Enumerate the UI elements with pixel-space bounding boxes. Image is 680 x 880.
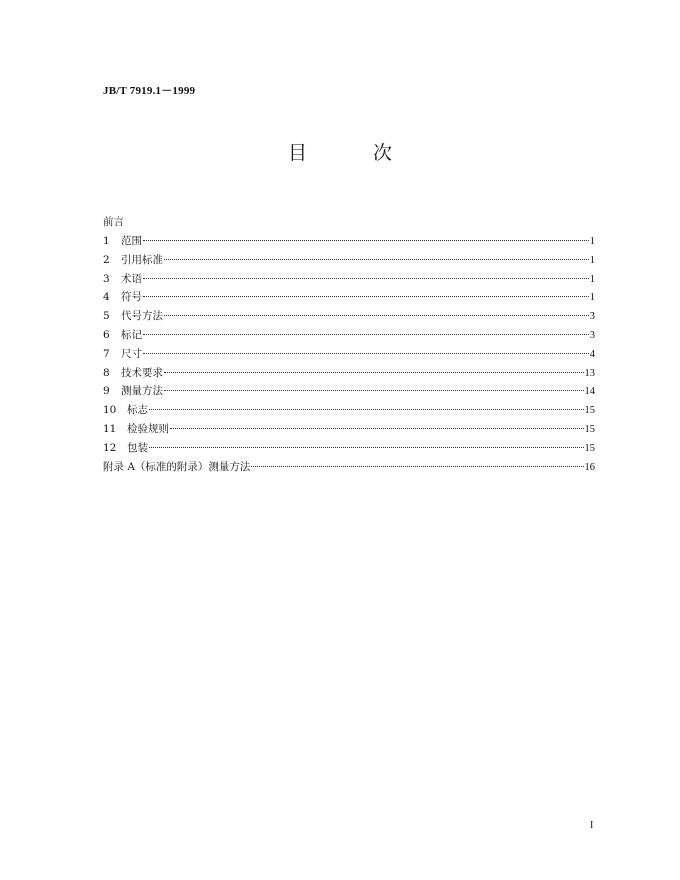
toc-entry-page: 1 [589, 236, 595, 247]
toc-entry-label: 引用标准 [121, 253, 163, 266]
toc-entry[interactable] [103, 439, 595, 458]
toc-entry-page: 4 [589, 348, 595, 360]
toc-entry-label: 术语 [121, 272, 142, 285]
toc-entry-label: 代号方法 [121, 310, 163, 323]
toc-leader-dots [149, 409, 584, 410]
toc-entry[interactable] [103, 326, 595, 345]
toc-entry-number: 9 [103, 385, 110, 398]
toc-leader-dots [143, 240, 589, 241]
toc-leader-dots [143, 278, 589, 279]
toc-entry-label: 尺寸 [121, 347, 142, 360]
toc-entry-number: 2 [103, 253, 110, 266]
toc-entry-number: 12 [103, 441, 117, 454]
toc-entry-page: 14 [584, 386, 595, 398]
toc-entry-page: 3 [589, 311, 595, 323]
toc-entry-label: 检验规则 [127, 422, 169, 435]
document-code: JB/T 7919.1－1999 [103, 85, 196, 97]
toc-entry-label: 技术要求 [121, 366, 163, 379]
toc-leader-dots [164, 390, 584, 391]
toc-leader-dots [251, 466, 583, 467]
toc-leader-dots [164, 259, 589, 260]
toc-entry[interactable] [103, 458, 595, 477]
toc-title: 目 次 [287, 142, 423, 164]
toc-entry[interactable] [103, 401, 595, 420]
toc-entry-label: 包装 [127, 441, 148, 454]
toc-leader-dots [143, 296, 589, 297]
toc-leader-dots [164, 372, 584, 373]
toc-entry-page: 1 [589, 254, 595, 266]
toc-entry-number: 6 [103, 328, 110, 341]
toc-entry-label: 标志 [127, 404, 148, 417]
toc-entry[interactable] [103, 345, 595, 364]
toc-entries [103, 232, 595, 476]
toc-entry[interactable] [103, 420, 595, 439]
toc-entry[interactable] [103, 288, 595, 307]
toc-entry[interactable] [103, 251, 595, 270]
toc-entry-page: 13 [584, 367, 595, 379]
toc-leader-dots [170, 428, 584, 429]
toc-entry-label: 测量方法 [121, 385, 163, 398]
toc-entry-page: 15 [584, 442, 595, 454]
toc-entry[interactable] [103, 307, 595, 326]
toc-entry-label: 范围 [121, 235, 142, 247]
toc-entry-number: 5 [103, 310, 110, 323]
toc-entry-page: 16 [584, 461, 595, 473]
toc-entry-page: 15 [584, 423, 595, 435]
toc-entry-number: 3 [103, 272, 110, 285]
toc-entry-number: 1 [103, 235, 110, 247]
toc-leader-dots [143, 353, 589, 354]
toc-entry[interactable] [103, 364, 595, 383]
toc-leader-dots [149, 447, 584, 448]
toc-entry-label: 符号 [121, 291, 142, 304]
toc-entry-number: 4 [103, 291, 110, 304]
toc-entry-preface[interactable]: 前言 [103, 216, 124, 228]
toc-entry-page: 1 [589, 273, 595, 285]
toc-entry-label: 标记 [121, 328, 142, 341]
page-number: I [590, 820, 594, 831]
toc-entry-page: 15 [584, 405, 595, 417]
toc-entry[interactable] [103, 232, 595, 251]
toc-entry-number: 8 [103, 366, 110, 379]
toc-entry[interactable] [103, 382, 595, 401]
toc-entry[interactable] [103, 270, 595, 289]
toc-entry-number: 11 [103, 422, 117, 435]
table-of-contents [103, 213, 595, 476]
toc-entry-number: 10 [103, 404, 117, 417]
toc-entry-page: 3 [589, 329, 595, 341]
toc-entry-label: 附录 A（标准的附录）测量方法 [103, 460, 251, 473]
toc-leader-dots [143, 334, 589, 335]
toc-entry-page: 1 [589, 292, 595, 304]
toc-leader-dots [164, 315, 589, 316]
toc-entry-number: 7 [103, 347, 110, 360]
